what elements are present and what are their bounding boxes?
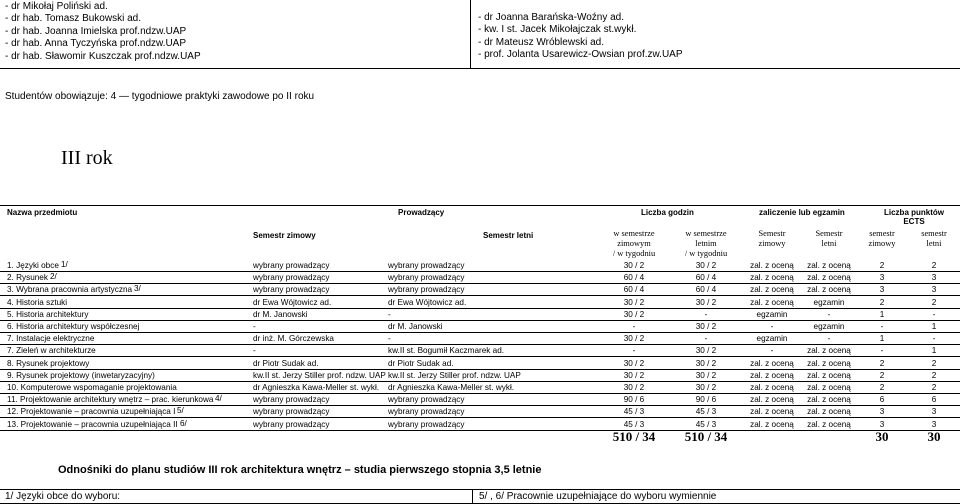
staff-member: - dr hab. Sławomir Kuszczak prof.ndzw.UAP <box>5 50 201 62</box>
hours-summer: - <box>704 334 708 344</box>
course-name: 13. Projektowanie – pracownia uzupełniająca II <box>7 419 178 429</box>
hours-summer: 30 / 2 <box>695 370 717 380</box>
header-line: / w tygodniu <box>684 249 728 258</box>
ects-winter: 2 <box>879 383 885 392</box>
header-line: w semestrze <box>685 229 727 238</box>
teacher-summer: wybrany prowadzący <box>388 285 465 295</box>
teacher-summer: dr Ewa Wójtowicz ad. <box>388 297 467 307</box>
header-credit-winter <box>742 229 802 249</box>
header-credit: zaliczenie lub egzamin <box>759 208 845 217</box>
credit-summer: zal. z oceną <box>807 358 851 368</box>
header-ects-line: Liczba punktów <box>884 208 944 217</box>
header-hours: Liczba godzin <box>641 208 694 217</box>
table-row <box>0 333 960 345</box>
header-teacher-summer: Semestr letni <box>483 231 534 240</box>
header-credit-summer <box>802 229 856 249</box>
ects-winter: 3 <box>879 285 885 295</box>
header-line: zimowy <box>868 239 896 248</box>
credit-summer: egzamin <box>813 322 845 331</box>
teacher-winter: wybrany prowadzący <box>253 419 330 429</box>
year-title: III rok <box>61 147 113 169</box>
teacher-summer: - <box>388 334 391 344</box>
ects-summer: 2 <box>931 261 937 270</box>
credit-summer: zal. z oceną <box>807 346 851 356</box>
course-name: 8. Rysunek projektowy <box>7 358 90 368</box>
credit-winter: egzamin <box>756 309 788 319</box>
ects-summer: 3 <box>931 407 937 417</box>
hours-winter: 45 / 3 <box>623 419 645 429</box>
credit-summer: zal. z oceną <box>807 407 851 417</box>
hours-winter: 60 / 4 <box>623 285 645 295</box>
footnote-marker: 3/ <box>134 284 141 294</box>
credit-winter: zal. z oceną <box>750 370 794 380</box>
header-line: semestr <box>921 229 947 238</box>
totals-row <box>0 429 960 445</box>
ects-winter: - <box>880 322 884 331</box>
ects-summer: 1 <box>931 346 937 356</box>
credit-winter: zal. z oceną <box>750 395 794 405</box>
hours-summer: 30 / 2 <box>695 261 717 270</box>
hours-winter: 90 / 6 <box>623 395 645 405</box>
credit-summer: zal. z oceną <box>807 419 851 429</box>
teacher-winter: dr Ewa Wójtowicz ad. <box>253 297 332 307</box>
hours-winter: 45 / 3 <box>623 407 645 417</box>
hours-summer: 90 / 6 <box>695 395 717 405</box>
ects-winter: 1 <box>879 334 885 344</box>
credit-summer: zal. z oceną <box>807 370 851 380</box>
hours-summer: 30 / 2 <box>695 322 717 331</box>
students-practice-note: Studentów obowiązuje: 4 — tygodniowe praktyki zawodowe po II roku <box>5 91 315 102</box>
ects-winter: 3 <box>879 273 885 283</box>
teacher-winter: wybrany prowadzący <box>253 273 330 283</box>
teacher-summer: kw.II st. Bogumił Kaczmarek ad. <box>388 346 505 356</box>
table-row <box>0 406 960 418</box>
credit-summer: zal. z oceną <box>807 383 851 392</box>
hours-winter: 60 / 4 <box>623 273 645 283</box>
teacher-winter: wybrany prowadzący <box>253 407 330 417</box>
ects-summer: 1 <box>931 322 937 331</box>
hours-winter: 30 / 2 <box>623 261 645 270</box>
header-line: letni <box>821 239 837 248</box>
footnote-languages: 1/ Języki obce do wyboru: <box>5 491 121 502</box>
course-name: 10. Komputerowe wspomaganie projektowania <box>7 383 177 392</box>
table-row <box>0 345 960 357</box>
teacher-winter: - <box>253 322 256 331</box>
footnote-marker: 1/ <box>61 260 68 269</box>
credit-winter: zal. z oceną <box>750 273 794 283</box>
staff-member: - dr Mikołaj Poliński ad. <box>5 1 108 12</box>
header-hours-summer <box>670 229 742 259</box>
hours-summer: 60 / 4 <box>695 285 717 295</box>
credit-winter: egzamin <box>756 334 788 344</box>
teacher-summer: dr Piotr Sudak ad. <box>388 358 454 368</box>
ects-summer: 2 <box>931 358 937 368</box>
header-line: Semestr <box>815 229 843 238</box>
staff-list-left <box>0 0 471 69</box>
footnote-marker: 6/ <box>180 418 187 428</box>
ects-summer: 3 <box>931 285 937 295</box>
teacher-summer: wybrany prowadzący <box>388 395 465 405</box>
credit-summer: egzamin <box>813 297 845 307</box>
credit-winter: zal. z oceną <box>750 261 794 270</box>
header-hours-winter <box>598 229 670 259</box>
hours-winter: 30 / 2 <box>623 309 645 319</box>
teacher-winter: dr Agnieszka Kawa-Meller st. wykł. <box>253 383 380 392</box>
footnote-marker: 5/ <box>177 406 184 416</box>
staff-member: - dr hab. Tomasz Bukowski ad. <box>5 13 141 25</box>
staff-member: - dr Mateusz Wróblewski ad. <box>478 36 604 48</box>
teacher-winter: dr inż. M. Górczewska <box>253 334 334 344</box>
hours-summer: 60 / 4 <box>695 273 717 283</box>
credit-summer: zal. z oceną <box>807 261 851 270</box>
header-ects-winter <box>856 229 908 249</box>
staff-member: - dr hab. Joanna Imielska prof.ndzw.UAP <box>5 25 187 37</box>
credit-summer: zal. z oceną <box>807 273 851 283</box>
course-name: 3. Wybrana pracownia artystyczna <box>7 285 133 295</box>
table-row <box>0 297 960 309</box>
credit-winter: zal. z oceną <box>750 358 794 368</box>
header-course-name: Nazwa przedmiotu <box>7 208 78 217</box>
teacher-summer: wybrany prowadzący <box>388 273 465 283</box>
ects-summer: 2 <box>931 297 937 307</box>
hours-summer: 45 / 3 <box>695 407 717 417</box>
ects-winter: 2 <box>879 370 885 380</box>
hours-winter: - <box>632 346 636 356</box>
teacher-summer: dr Agnieszka Kawa-Meller st. wykł. <box>388 383 515 392</box>
header-teacher: Prowadzący <box>398 208 445 217</box>
table-row <box>0 321 960 333</box>
hours-winter: 30 / 2 <box>623 370 645 380</box>
credit-summer: - <box>827 334 831 344</box>
table-row <box>0 382 960 394</box>
ects-summer: - <box>932 309 936 319</box>
hours-winter: 30 / 2 <box>623 297 645 307</box>
table-top-rule <box>0 205 960 206</box>
ects-winter: 1 <box>879 309 885 319</box>
course-name: 5. Historia architektury <box>7 309 89 319</box>
ects-summer: 2 <box>931 370 937 380</box>
course-name: 9. Rysunek projektowy (inwetaryzacyjny) <box>7 370 155 380</box>
course-name: 1. Języki obce <box>7 261 59 270</box>
staff-member: - prof. Jolanta Usarewicz-Owsian prof.zw.UAP <box>478 49 683 61</box>
teacher-winter: dr Piotr Sudak ad. <box>253 358 319 368</box>
ects-summer: 3 <box>931 273 937 283</box>
course-name: 2. Rysunek <box>7 273 48 283</box>
header-line: Semestr <box>758 229 786 238</box>
teacher-summer: wybrany prowadzący <box>388 261 465 270</box>
credit-winter: zal. z oceną <box>750 297 794 307</box>
credit-summer: zal. z oceną <box>807 395 851 405</box>
table-row <box>0 394 960 406</box>
staff-list-right <box>472 0 960 69</box>
hours-summer: 30 / 2 <box>695 346 717 356</box>
teacher-summer: wybrany prowadzący <box>388 407 465 417</box>
teacher-summer: - <box>388 309 391 319</box>
hours-summer: 30 / 2 <box>695 383 717 392</box>
table-row <box>0 309 960 321</box>
header-line: letni <box>926 239 942 248</box>
teacher-summer: dr M. Janowski <box>388 322 443 331</box>
header-ects <box>868 208 960 226</box>
ects-winter: 2 <box>879 261 885 270</box>
ects-winter: 6 <box>879 395 885 405</box>
hours-winter: 30 / 2 <box>623 334 645 344</box>
table-row <box>0 272 960 284</box>
table-row <box>0 358 960 370</box>
teacher-summer: wybrany prowadzący <box>388 419 465 429</box>
header-line: letnim <box>695 239 717 248</box>
course-name: 6. Historia architektury współczesnej <box>7 322 140 331</box>
header-line: / w tygodniu <box>612 249 656 258</box>
staff-member: - dr hab. Anna Tyczyńska prof.ndzw.UAP <box>5 38 187 50</box>
teacher-winter: - <box>253 346 256 356</box>
ects-winter: 2 <box>879 297 885 307</box>
total-hours-summer: 510 / 34 <box>684 429 728 444</box>
course-name: 7. Instalacje elektryczne <box>7 334 95 344</box>
footnotes-box <box>0 489 960 504</box>
staff-member: - dr Joanna Barańska-Woźny ad. <box>478 12 625 23</box>
hours-summer: - <box>704 309 708 319</box>
hours-winter: - <box>632 322 636 331</box>
footnotes-title: Odnośniki do planu studiów III rok architektura wnętrz – studia pierwszego stopnia 3,5 letnie <box>58 464 542 476</box>
ects-summer: 2 <box>931 383 937 392</box>
header-ects-summer <box>908 229 960 249</box>
header-line: zimowy <box>758 239 786 248</box>
total-ects-winter: 30 <box>875 429 889 444</box>
staff-member: - kw. I st. Jacek Mikołajczak st.wykł. <box>478 24 637 36</box>
footnote-marker: 2/ <box>50 272 57 282</box>
ects-winter: 3 <box>879 419 885 429</box>
course-name: 12. Projektowanie – pracownia uzupełniająca I <box>7 407 176 417</box>
credit-winter: - <box>770 346 774 356</box>
teacher-winter: kw.II st. Jerzy Stiller prof. ndzw. UAP <box>253 370 386 380</box>
ects-summer: 3 <box>931 419 937 429</box>
table-row <box>0 370 960 382</box>
credit-winter: zal. z oceną <box>750 407 794 417</box>
hours-summer: 30 / 2 <box>695 358 717 368</box>
table-row <box>0 260 960 272</box>
ects-summer: 6 <box>931 395 937 405</box>
teacher-winter: wybrany prowadzący <box>253 395 330 405</box>
teacher-winter: dr M. Janowski <box>253 309 308 319</box>
hours-summer: 30 / 2 <box>695 297 717 307</box>
staff-box <box>0 0 960 69</box>
header-teacher-winter: Semestr zimowy <box>253 231 316 240</box>
ects-winter: 2 <box>879 358 885 368</box>
hours-winter: 30 / 2 <box>623 358 645 368</box>
credit-summer: zal. z oceną <box>807 285 851 295</box>
header-line: zimowym <box>617 239 651 248</box>
ects-winter: - <box>880 346 884 356</box>
total-ects-summer: 30 <box>927 429 941 444</box>
header-line: semestr <box>869 229 895 238</box>
credit-winter: zal. z oceną <box>750 285 794 295</box>
teacher-winter: wybrany prowadzący <box>253 261 330 270</box>
hours-winter: 30 / 2 <box>623 383 645 392</box>
credit-winter: - <box>770 322 774 331</box>
footnote-supplementary: 5/ , 6/ Pracownie uzupełniające do wyboru wymiennie <box>472 490 716 503</box>
course-name: 4. Historia sztuki <box>7 297 68 307</box>
table-row <box>0 284 960 296</box>
credit-winter: zal. z oceną <box>750 419 794 429</box>
teacher-summer: kw.II st. Jerzy Stiller prof. ndzw. UAP <box>388 370 521 380</box>
teacher-winter: wybrany prowadzący <box>253 285 330 295</box>
total-hours-winter: 510 / 34 <box>612 429 656 444</box>
course-name: 11. Projektowanie architektury wnętrz – prac. kierunkowa <box>7 395 214 405</box>
header-line: w semestrze <box>613 229 655 238</box>
credit-summer: - <box>827 309 831 319</box>
footnote-marker: 4/ <box>215 394 222 404</box>
course-name: 7. Zieleń w architekturze <box>7 346 96 356</box>
hours-summer: 45 / 3 <box>695 419 717 429</box>
ects-winter: 3 <box>879 407 885 417</box>
credit-winter: zal. z oceną <box>750 383 794 392</box>
header-ects-line: ECTS <box>903 217 925 226</box>
ects-summer: - <box>932 334 936 344</box>
